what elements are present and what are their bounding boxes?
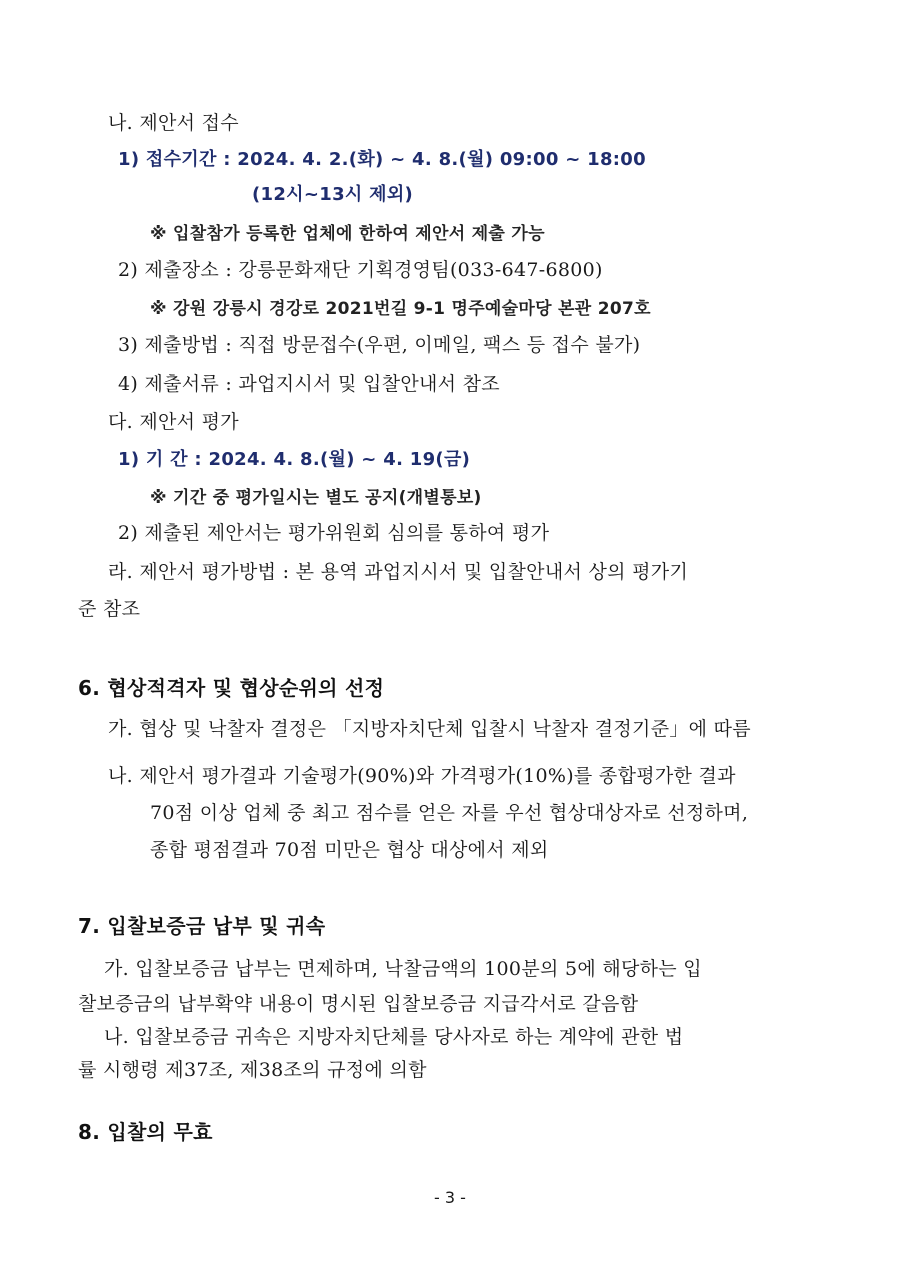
text-line: 1) 기 간 : 2024. 4. 8.(월) ~ 4. 19(금) xyxy=(118,449,471,470)
text-line: 찰보증금의 납부확약 내용이 명시된 입찰보증금 지급각서로 갈음함 xyxy=(78,993,639,1015)
text-line: ※ 강원 강릉시 경강로 2021번길 9-1 명주예술마당 본관 207호 xyxy=(150,299,651,319)
section-heading: 6. 협상적격자 및 협상순위의 선정 xyxy=(78,676,385,700)
text-line: 종합 평점결과 70점 미만은 협상 대상에서 제외 xyxy=(150,839,549,861)
text-line: 3) 제출방법 : 직접 방문접수(우편, 이메일, 팩스 등 접수 불가) xyxy=(118,334,641,356)
text-line: ※ 기간 중 평가일시는 별도 공지(개별통보) xyxy=(150,488,482,508)
text-line: (12시~13시 제외) xyxy=(252,184,414,205)
text-line: 나. 제안서 접수 xyxy=(108,112,239,134)
text-line: 가. 협상 및 낙찰자 결정은 「지방자치단체 입찰시 낙찰자 결정기준」에 따름 xyxy=(108,718,751,740)
text-line: 나. 입찰보증금 귀속은 지방자치단체를 당사자로 하는 계약에 관한 법 xyxy=(104,1026,684,1048)
page-number: - 3 - xyxy=(434,1188,466,1207)
text-line: 2) 제출된 제안서는 평가위원회 심의를 통하여 평가 xyxy=(118,522,550,544)
text-line: 가. 입찰보증금 납부는 면제하며, 낙찰금액의 100분의 5에 해당하는 입 xyxy=(104,958,702,980)
text-line: 률 시행령 제37조, 제38조의 규정에 의함 xyxy=(78,1059,427,1081)
text-line: 준 참조 xyxy=(78,598,141,620)
text-line: 70점 이상 업체 중 최고 점수를 얻은 자를 우선 협상대상자로 선정하며, xyxy=(150,802,749,824)
section-heading: 7. 입찰보증금 납부 및 귀속 xyxy=(78,914,326,938)
text-line: ※ 입찰참가 등록한 업체에 한하여 제안서 제출 가능 xyxy=(150,224,545,244)
text-line: 라. 제안서 평가방법 : 본 용역 과업지시서 및 입찰안내서 상의 평가기 xyxy=(108,561,689,583)
text-line: 4) 제출서류 : 과업지시서 및 입찰안내서 참조 xyxy=(118,373,500,395)
text-line: 1) 접수기간 : 2024. 4. 2.(화) ~ 4. 8.(월) 09:00 ~ 18:00 xyxy=(118,149,646,170)
section-heading: 8. 입찰의 무효 xyxy=(78,1120,213,1144)
text-line: 다. 제안서 평가 xyxy=(108,411,239,433)
text-line: 나. 제안서 평가결과 기술평가(90%)와 가격평가(10%)를 종합평가한 결과 xyxy=(108,765,736,787)
text-line: 2) 제출장소 : 강릉문화재단 기획경영팀(033-647-6800) xyxy=(118,259,603,281)
